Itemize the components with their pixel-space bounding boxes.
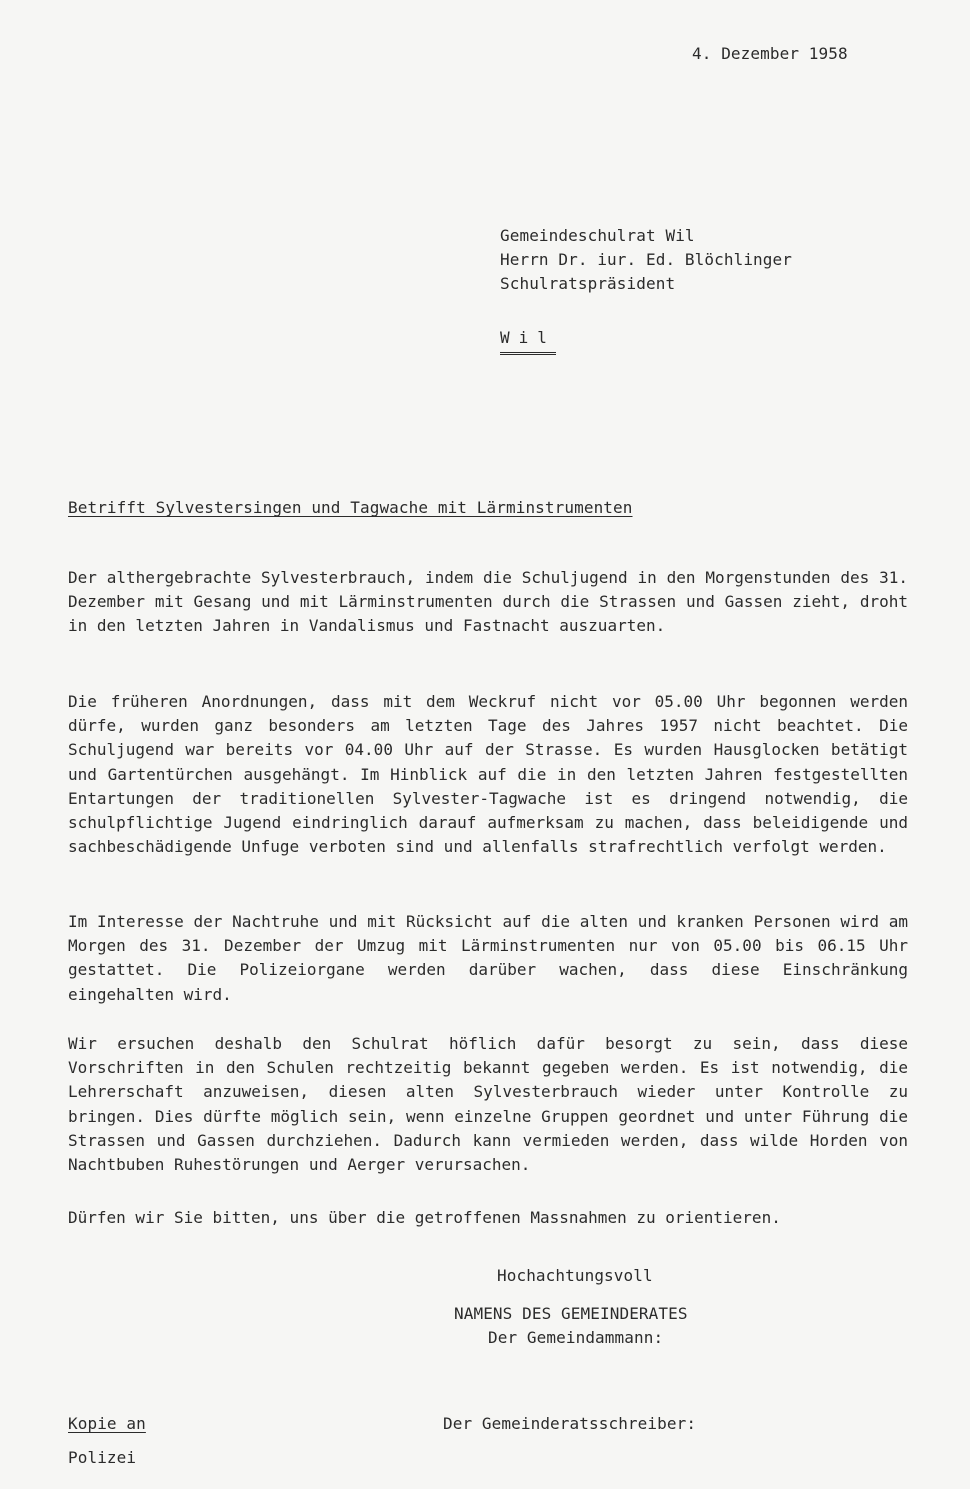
body-paragraph-3: Im Interesse der Nachtruhe und mit Rücksicht auf die alten und kranken Personen wird am Morgen des 31. Dezember der Umzug mit Lärminstrumenten nur von 05.00 bis 06.15 Uhr gestattet. Die Polizeiorgane werden darüber wachen, dass diese Einschränkung eingehalten wird. xyxy=(68,912,908,1004)
subject-line: Betrifft Sylvestersingen und Tagwache mit Lärminstrumenten xyxy=(68,498,633,517)
signer-gemeinderatsschreiber: Der Gemeinderatsschreiber: xyxy=(443,1414,697,1433)
sender-organization: NAMENS DES GEMEINDERATES xyxy=(454,1304,688,1323)
recipient-line-2: Herrn Dr. iur. Ed. Blöchlinger xyxy=(500,250,792,270)
recipient-line-3: Schulratspräsident xyxy=(500,274,676,294)
closing-salutation: Hochachtungsvoll xyxy=(497,1266,653,1285)
body-paragraph-2: Die früheren Anordnungen, dass mit dem Weckruf nicht vor 05.00 Uhr begonnen werden dürfe, wurden ganz besonders am letzten Tage des Jahres 1957 nicht beachtet. Die Schuljugend war bereits vor 04.00 Uhr auf der Strasse. Es wurden Hausglocken betätigt und Gartentürchen ausgehängt. Im Hinblick auf die in den letzten Jahren festgestellten Entartungen der traditionellen Sylvester-Tagwache ist es dringend notwendig, die schulpflichtige Jugend eindringlich darauf aufmerksam zu machen, dass beleidigende und sachbeschädigende Unfuge verboten sind und allenfalls strafrechtlich verfolgt werden. xyxy=(68,692,908,857)
body-paragraph-4: Wir ersuchen deshalb den Schulrat höflich dafür besorgt zu sein, dass diese Vorschriften in den Schulen rechtzeitig bekannt gegeben werden. Es ist notwendig, die Lehrerschaft anzuweisen, diesen alten Sylvesterbrauch wieder unter Kontrolle zu bringen. Dies dürfte möglich sein, wenn einzelne Gruppen geordnet und unter Führung die Strassen und Gassen durchziehen. Dadurch kann vermieden werden, dass wilde Horden von Nachtbuben Ruhestörungen und Aerger verursachen. xyxy=(68,1034,908,1175)
body-paragraph-5: Dürfen wir Sie bitten, uns über die getroffenen Massnahmen zu orientieren. xyxy=(68,1208,781,1227)
copy-recipient: Polizei xyxy=(68,1448,137,1467)
copy-label: Kopie an xyxy=(68,1414,146,1433)
recipient-address xyxy=(500,224,792,297)
recipient-city: Wil xyxy=(500,328,556,347)
signer-gemeindammann: Der Gemeindammann: xyxy=(488,1328,664,1347)
body-paragraph-1: Der althergebrachte Sylvesterbrauch, indem die Schuljugend in den Morgenstunden des 31. Dezember mit Gesang und mit Lärminstrumenten durch die Strassen und Gassen zieht, droht in den letzten Jahren in Vandalismus und Fastnacht auszuarten. xyxy=(68,568,908,636)
letter-date: 4. Dezember 1958 xyxy=(692,44,848,63)
city-underline xyxy=(500,352,556,355)
recipient-line-1: Gemeindeschulrat Wil xyxy=(500,226,695,245)
